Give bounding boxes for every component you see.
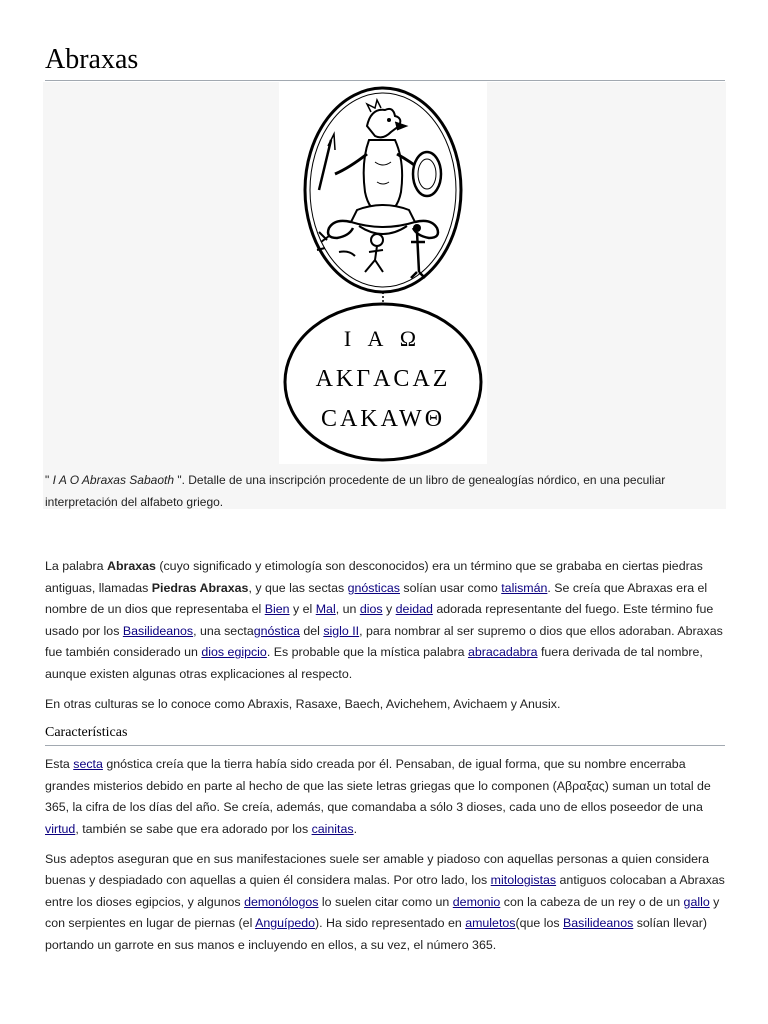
text: fuera derivada de tal nombre, aunque existen algunas otras explicaciones al respecto. [45, 645, 703, 681]
link-virtud[interactable]: virtud [45, 821, 76, 836]
abraxas-gem-engraving[interactable] [279, 82, 487, 464]
text: adorada representante del fuego. Este término fue usado por los [45, 602, 714, 638]
text: y el [289, 602, 316, 617]
text: solían usar como [399, 580, 502, 595]
inscription-line-3: CAKAWΘ [320, 406, 446, 432]
text: (cuyo significado y etimología son desconocidos) era un término que se grababa en ciertas piedras antiguas, llamadas [45, 559, 703, 595]
text: gnóstica creía que la tierra había sido creada por él. Pensaban, de igual forma, que su nombre encerraba grandes misterios debido en parte al hecho de que las siete letras griegas que lo componen (Αβραξας) suman un total de 365, la cifra de los días del año. Se creía, además, que comandaba a sólo 3 dioses, cada uno de ellos poseedor de una [45, 757, 711, 815]
paragraph-other-cultures: En otras culturas se lo conoce como Abraxis, Rasaxe, Baech, Avichehem, Avichaem y Anusix. [45, 696, 561, 711]
section-heading-caracteristicas: Características [45, 723, 725, 746]
text: , también se sabe que era adorado por los [75, 821, 312, 836]
text: y con serpientes en lugar de piernas (el [45, 894, 720, 931]
figure-caption [45, 469, 715, 513]
text: Sus adeptos aseguran que en sus manifestaciones suele ser amable y piadoso con aquellas personas a quien considera buenas y despiadado con aquellas a quien él considera malas. Por otro lado, los [45, 851, 710, 888]
link-dios-egipcio[interactable]: dios egipcio [201, 645, 267, 660]
paragraph-secta [45, 754, 725, 840]
text: . Es probable que la mística palabra [266, 645, 468, 660]
text: , un [335, 602, 360, 617]
text: , una secta [193, 623, 254, 638]
link-gnostica[interactable]: gnóstica [253, 623, 300, 638]
link-demonio[interactable]: demonio [452, 894, 501, 909]
link-secta[interactable]: secta [73, 757, 103, 772]
link-siglo-ii[interactable]: siglo II [323, 623, 360, 638]
link-gallo[interactable]: gallo [683, 894, 710, 909]
link-deidad[interactable]: deidad [395, 602, 433, 617]
bold-term-piedras-abraxas: Piedras Abraxas [151, 580, 249, 595]
link-cainitas[interactable]: cainitas [311, 821, 354, 836]
text: con la cabeza de un rey o de un [500, 894, 684, 909]
paragraph-intro [45, 556, 725, 686]
text: . [353, 821, 358, 836]
text: y [382, 602, 396, 617]
text: . Se creía que Abraxas era el nombre de un dios que representaba el [45, 580, 708, 617]
inscription-line-2: AKΓACAZ [315, 366, 451, 392]
text: , para nombrar al ser supremo o dios que ellos adoraban. Abraxas fue también considerado un [45, 623, 723, 660]
text: (que los [515, 916, 564, 931]
caption-quote: " [45, 473, 53, 487]
text: lo suelen citar como un [318, 894, 453, 909]
link-dios[interactable]: dios [359, 602, 383, 617]
article-body [45, 556, 725, 965]
text: antiguos colocaban a Abraxas entre los dioses egipcios, y algunos [45, 873, 725, 909]
link-anguipedo[interactable]: Anguípedo [255, 916, 316, 931]
link-mitologistas[interactable]: mitologistas [490, 873, 557, 888]
bold-term-abraxas: Abraxas [107, 559, 156, 573]
text: , y que las sectas [248, 580, 348, 595]
text: del [299, 623, 324, 638]
link-basilideanos[interactable]: Basilideanos [122, 623, 194, 638]
inscription-line-1: I A Ω [343, 326, 423, 351]
engraving-illustration [279, 82, 487, 464]
text: ). Ha sido representado en [315, 916, 466, 931]
link-talisman[interactable]: talismán [501, 580, 548, 595]
link-basilideanos-2[interactable]: Basilideanos [563, 916, 634, 931]
caption-text: ". Detalle de una inscripción procedente de un libro de genealogías nórdico, en una peculiar interpretación del alfabeto griego. [45, 473, 666, 509]
link-gnosticas[interactable]: gnósticas [347, 580, 400, 595]
link-mal[interactable]: Mal [315, 602, 336, 617]
paragraph-adeptos [45, 849, 725, 957]
text: La palabra [45, 559, 108, 573]
link-abracadabra[interactable]: abracadabra [467, 645, 538, 660]
link-demonologos[interactable]: demonólogos [244, 894, 319, 909]
text: Esta [45, 757, 74, 772]
link-bien[interactable]: Bien [264, 602, 290, 617]
caption-italic: I A O Abraxas Sabaoth [52, 473, 174, 487]
text: solían llevar) portando un garrote en sus manos e incluyendo en ellos, a su vez, el número 365. [45, 916, 707, 952]
page-title: Abraxas [45, 42, 725, 81]
figure [43, 82, 726, 509]
link-amuletos[interactable]: amuletos [465, 916, 516, 931]
